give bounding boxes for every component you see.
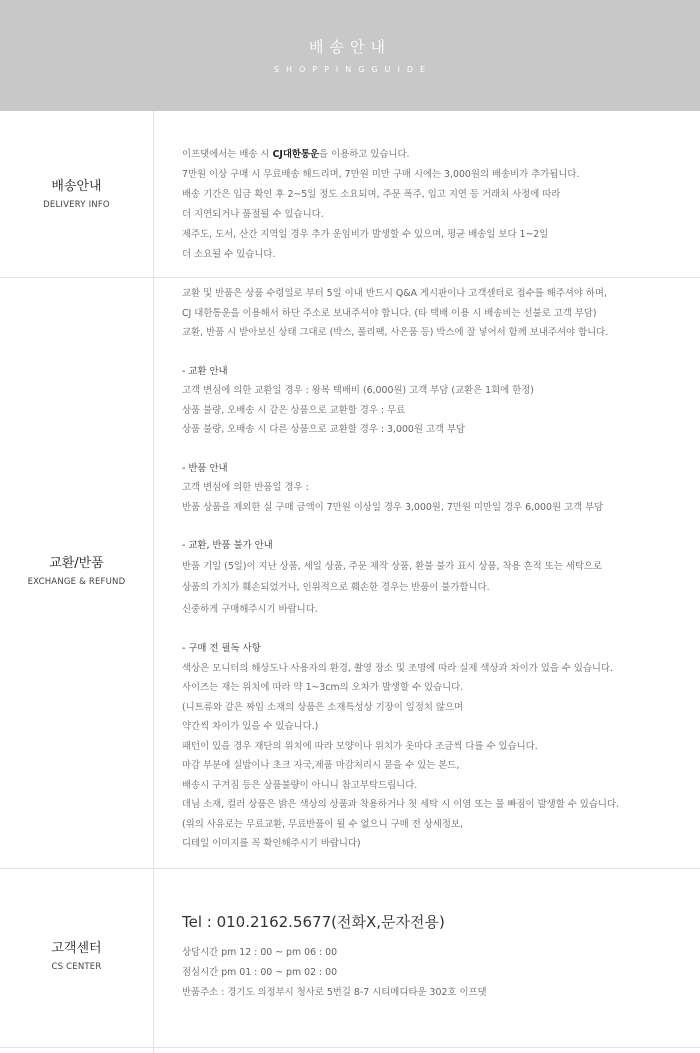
- must-read-line: 마감 부분에 실밥이나 초크 자국,제품 마감처리시 묻을 수 있는 본드,: [182, 760, 460, 772]
- cs-body: [182, 912, 688, 1003]
- cs-heading: [0, 940, 153, 973]
- cs-title: 고객센터: [51, 941, 102, 956]
- delivery-line: 배송 기간은 입금 확인 후 2~5일 정도 소요되며, 주문 폭주, 입고 지연 등 거래처 사정에 따라: [182, 189, 561, 200]
- exchange-heading: [0, 555, 153, 588]
- exchange-intro-line: CJ 대한통운을 이용해서 하단 주소로 보내주셔야 합니다. (타 택배 이용 시 배송비는 선불로 고객 부담): [182, 307, 597, 319]
- cs-phone: Tel : 010.2162.5677(전화X,문자전용): [182, 913, 445, 931]
- exchange-intro-line: 교환 및 반품은 상품 수령일로 부터 5일 이내 반드시 Q&A 게시판이나 고객센터로 접수를 해주셔야 하며,: [182, 288, 607, 299]
- exchange-guide-line: 상품 불량, 오배송 시 같은 상품으로 교환할 경우 : 무료: [182, 404, 406, 416]
- must-read-line: 디테일 이미지를 꼭 확인해주시기 바랍니다): [182, 838, 361, 850]
- not-allowed-line: 상품의 가치가 훼손되었거나, 인위적으로 훼손한 경우는 반품이 불가합니다.: [182, 582, 490, 594]
- cs-hours-line: 점심시간 pm 01 : 00 ~ pm 02 : 00: [182, 967, 338, 978]
- delivery-subtitle: DELIVERY INFO: [43, 200, 110, 210]
- not-allowed-line: 반품 기일 (5일)이 지난 상품, 세일 상품, 주문 제작 상품, 환불 불가 표시 상품, 착용 흔적 또는 세탁으로: [182, 560, 603, 572]
- delivery-line: 7만원 이상 구매 시 무료배송 해드리며, 7만원 미만 구매 시에는 3,000원의 배송비가 추가됩니다.: [182, 169, 580, 180]
- cs-subtitle: CS CENTER: [51, 962, 102, 972]
- cs-hours-line: 상담시간 pm 12 : 00 ~ pm 06 : 00: [182, 947, 338, 958]
- delivery-line-suffix: 을 이용하고 있습니다.: [319, 149, 410, 160]
- exchange-guide-line: 상품 불량, 오배송 시 다른 상품으로 교환할 경우 : 3,000원 고객 부담: [182, 424, 466, 435]
- must-read-line: (위의 사유로는 무료교환, 무료반품이 될 수 없으니 구매 전 상세정보,: [182, 818, 463, 830]
- exchange-body: [182, 284, 688, 854]
- delivery-line-prefix: 이프댓에서는 배송 시: [182, 149, 273, 160]
- delivery-body: [182, 145, 688, 265]
- exchange-guide-line: 고객 변심에 의한 교환일 경우 : 왕복 택배비 (6,000원) 고객 부담 (교환은 1회에 한정): [182, 385, 534, 396]
- delivery-heading: [0, 178, 153, 211]
- must-read-line: 색상은 모니터의 해상도나 사용자의 환경, 촬영 장소 및 조명에 따라 실제 색상과 차이가 있을 수 있습니다.: [182, 662, 614, 674]
- delivery-line: 제주도, 도서, 산간 지역일 경우 추가 운임비가 발생할 수 있으며, 평균 배송일 보다 1~2일: [182, 229, 549, 240]
- must-read-heading: - 구매 전 필독 사항: [182, 643, 261, 655]
- must-read-line: 데님 소재, 컬러 상품은 밝은 색상의 상품과 착용하거나 첫 세탁 시 이염 또는 물 빠짐이 발생할 수 있습니다.: [182, 799, 619, 811]
- courier-name: CJ대한통운: [272, 149, 320, 160]
- cs-address-line: 반품주소 : 경기도 의정부시 청사로 5번길 8-7 시티메디타운 302호 이프댓: [182, 987, 487, 998]
- exchange-intro-line: 교환, 반품 시 받아보신 상태 그대로 (박스, 폴리팩, 사은품 등) 박스에 잘 넣어서 함께 보내주셔야 합니다.: [182, 327, 609, 338]
- page-header: [0, 0, 700, 111]
- refund-guide-heading: - 반품 안내: [182, 462, 228, 474]
- page-subtitle: SHOPPINGGUIDE: [273, 65, 433, 74]
- must-read-line: (니트류와 같은 짜임 소재의 상품은 소재특성상 기장이 일정치 않으며: [182, 701, 464, 713]
- must-read-line: 사이즈는 재는 위치에 따라 약 1~3cm의 오차가 발생할 수 있습니다.: [182, 682, 464, 694]
- delivery-line: [182, 145, 688, 165]
- cs-section: [0, 869, 700, 1048]
- delivery-section: [0, 111, 700, 278]
- delivery-title: 배송안내: [51, 179, 102, 194]
- exchange-guide-heading: - 교환 안내: [182, 365, 228, 377]
- delivery-line: 더 지연되거나 품절될 수 있습니다.: [182, 209, 324, 220]
- refund-guide-line: 고객 변심에 의한 반품일 경우 :: [182, 482, 309, 493]
- must-read-line: 패턴이 있을 경우 재단의 위치에 따라 모양이나 위치가 옷마다 조금씩 다를 수 있습니다.: [182, 740, 538, 752]
- delivery-line: 더 소요될 수 있습니다.: [182, 249, 276, 260]
- exchange-section: [0, 278, 700, 869]
- refund-guide-line: 반품 상품을 제외한 실 구매 금액이 7만원 이상일 경우 3,000원, 7만원 미만일 경우 6,000원 고객 부담: [182, 501, 604, 513]
- must-read-line: 배송시 구겨짐 등은 상품불량이 아니니 참고부탁드립니다.: [182, 779, 418, 791]
- exchange-title: 교환/반품: [49, 556, 104, 571]
- not-allowed-heading: - 교환, 반품 불가 안내: [182, 540, 273, 551]
- page-title: 배송안내: [309, 38, 391, 56]
- not-allowed-line: 신중하게 구매해주시기 바랍니다.: [182, 603, 318, 615]
- exchange-subtitle: EXCHANGE & REFUND: [27, 577, 126, 587]
- must-read-line: 약간씩 차이가 있을 수 있습니다.): [182, 721, 319, 733]
